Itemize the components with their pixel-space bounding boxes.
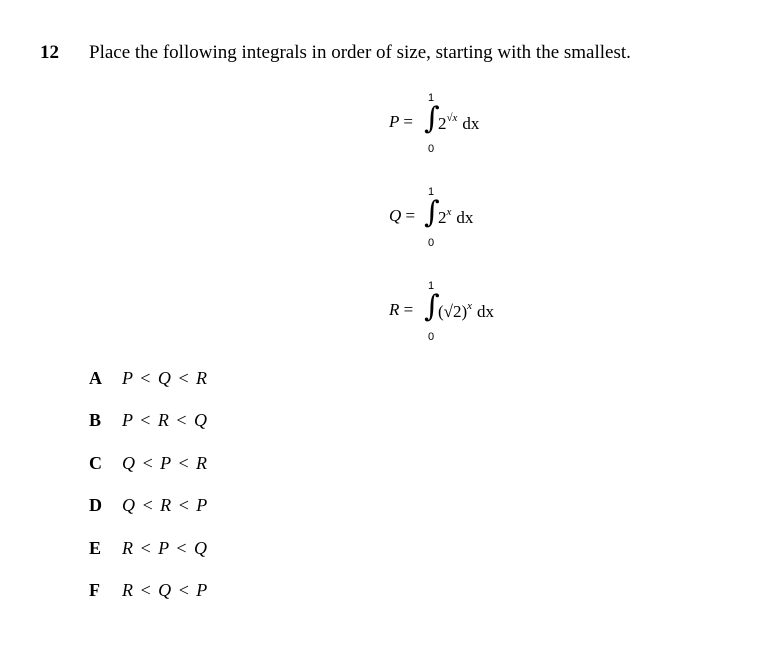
option-expression: R < P < Q [122, 538, 208, 558]
integral-r-differential: dx [477, 302, 495, 321]
integral-r-upper-limit: 1 [428, 280, 435, 292]
integral-r-lhs: R = [389, 300, 414, 319]
option-letter: B [89, 410, 102, 430]
integral-q-lhs: Q = [389, 206, 416, 225]
option-d[interactable] [89, 495, 208, 516]
integral-q-integrand: 2$^x$ dx [438, 206, 474, 227]
option-expression: Q < R < P [122, 495, 209, 515]
integral-p-lower-limit: 0 [428, 143, 435, 155]
option-letter: C [89, 453, 102, 473]
integral-q-upper-limit: 1 [428, 186, 435, 198]
option-expression: Q < P < R [122, 453, 208, 473]
integral-r-lower-limit: 0 [428, 331, 435, 343]
integral-p-integrand: $2^{√x}$ dx [438, 112, 480, 133]
option-letter: E [89, 538, 102, 558]
option-b[interactable] [89, 410, 208, 431]
option-a[interactable] [89, 368, 208, 389]
integral-q-lower-limit: 0 [428, 237, 435, 249]
integral-sign-icon: ∫ [424, 195, 440, 230]
integral-q-differential: dx [456, 208, 474, 227]
option-expression: P < R < Q [122, 410, 208, 430]
option-letter: A [89, 368, 102, 388]
integral-p-differential: dx [462, 114, 480, 133]
integral-p-exponent: √x [446, 112, 458, 124]
question-text: Place the following integrals in order of size, starting with the smallest. [89, 42, 631, 63]
option-letter: D [89, 495, 102, 515]
integral-sign-icon: ∫ [424, 101, 440, 136]
option-f[interactable] [89, 580, 208, 601]
question-number: 12 [40, 42, 59, 63]
option-e[interactable] [89, 538, 208, 559]
option-expression: R < Q < P [122, 580, 209, 600]
integral-p-upper-limit: 1 [428, 92, 435, 104]
integral-q-exponent: x [446, 206, 452, 218]
integral-sign-icon: ∫ [424, 289, 440, 324]
option-expression: P < Q < R [122, 368, 208, 388]
integral-r-integrand: $(√2)^x$ dx [438, 300, 495, 321]
integral-r-exponent: x [467, 300, 473, 312]
option-c[interactable] [89, 453, 208, 474]
integral-p-lhs: P = [389, 112, 413, 131]
option-letter: F [89, 580, 100, 600]
